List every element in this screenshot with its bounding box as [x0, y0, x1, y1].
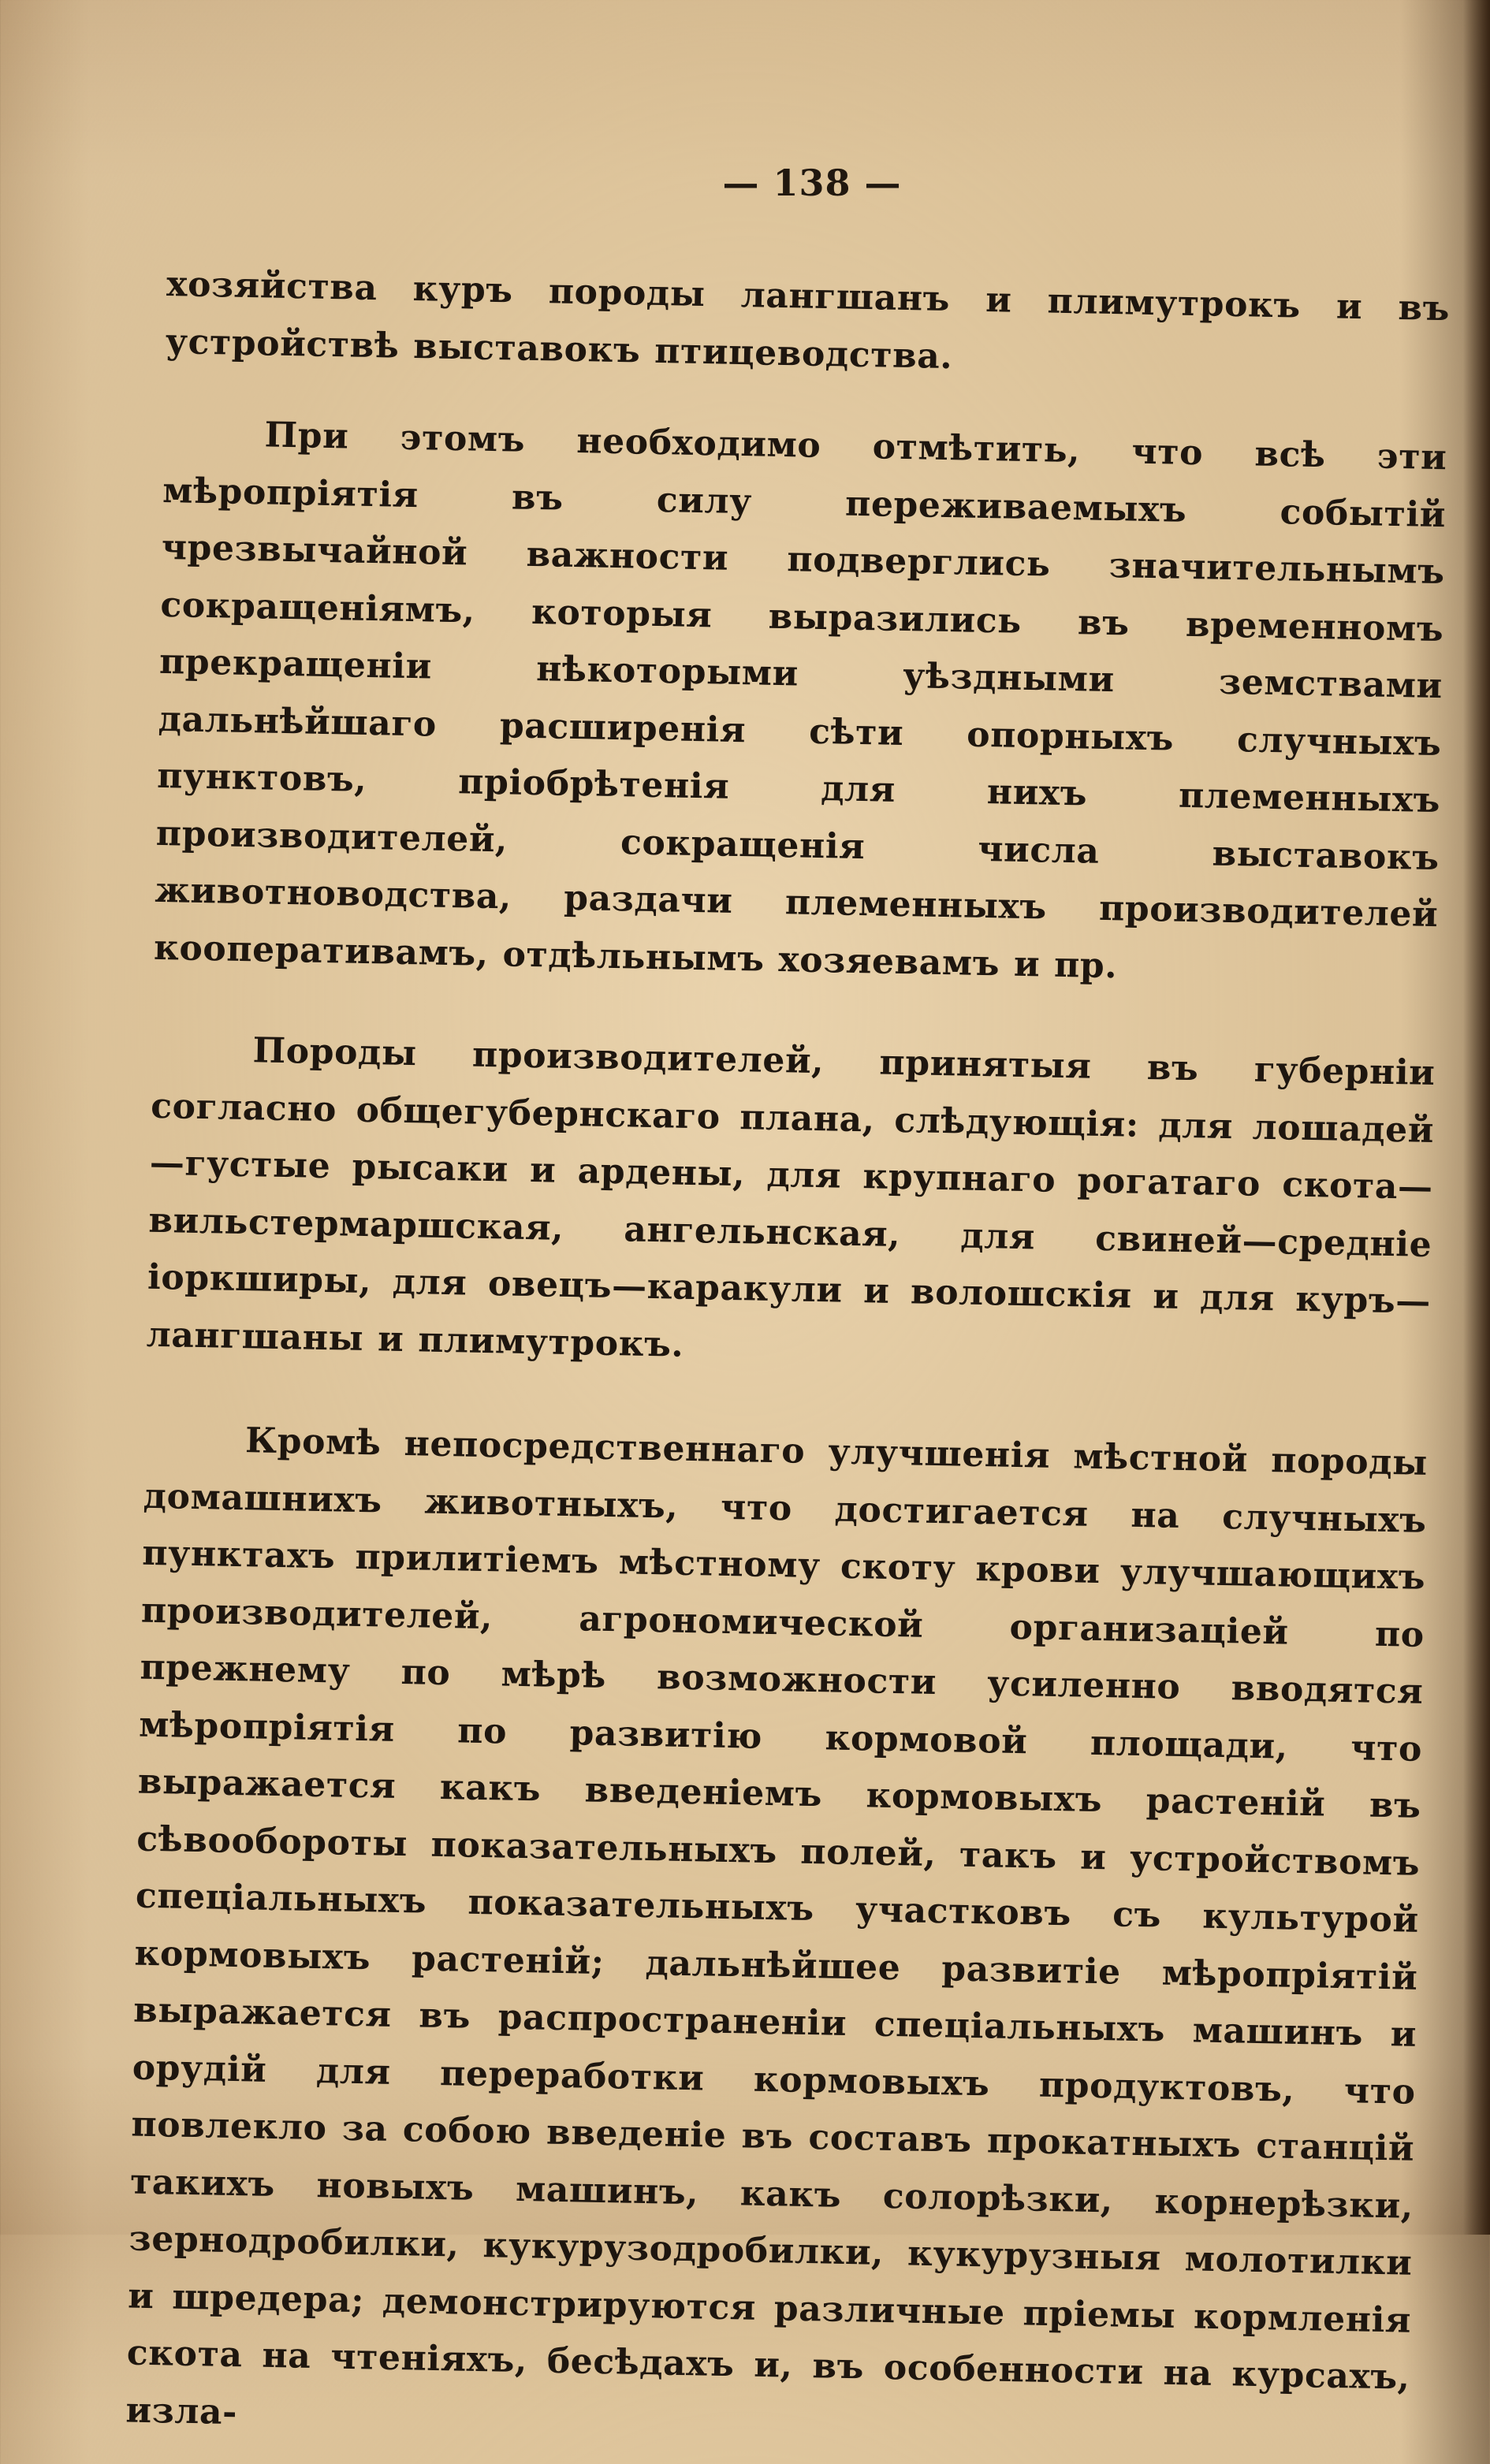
- body-text: [125, 256, 1451, 2464]
- paragraph-continuation: хозяйства куръ породы лангшанъ и плимутрокъ и въ устройствѣ выставокъ птицеводства.: [165, 263, 1451, 377]
- paragraph-breeds: Породы производителей, принятыя въ губерніи согласно общегубернскаго плана, слѣдующія: для лошадей—густые рысаки и ардены, для крупнаго рогатаго скота—вильстермаршская, ангельнская, для свиней—средніе іоркширы, для овецъ—каракули и волошскія и для куръ—лангшаны и плимутрокъ.: [146, 1030, 1436, 1365]
- paragraph-measures-reduction: При этомъ необходимо отмѣтить, что всѣ эти мѣропріятія въ силу переживаемыхъ событій чрезвычайной важности подверглись значительнымъ сокращеніямъ, которыя выразились въ временномъ прекращеніи нѣкоторыми уѣздными земствами дальнѣйшаго расширенія сѣти опорныхъ случныхъ пунктовъ, пріобрѣтенія для нихъ племенныхъ производителей, сокращенія числа выставокъ животноводства, раздачи племенныхъ производителей кооперативамъ, отдѣльнымъ хозяевамъ и пр.: [153, 415, 1447, 986]
- paragraph-fodder-measures: Кромѣ непосредственнаго улучшенія мѣстной породы домашнихъ животныхъ, что достигается на случныхъ пунктахъ прилитіемъ мѣстному скоту крови улучшающихъ производителей, агрономической организаціей по прежнему по мѣрѣ возможности усиленно вводятся мѣропріятія по развитію кормовой площади, что выражается какъ введеніемъ кормовыхъ растеній въ сѣвообороты показательныхъ полей, такъ и устройствомъ спеціальныхъ показательныхъ участковъ съ культурой кормовыхъ растеній; дальнѣйшее развитіе мѣропріятій выражается въ распространеніи спеціальныхъ машинъ и орудій для переработки кормовыхъ продуктовъ, что повлекло за собою введеніе въ составъ прокатныхъ станцій такихъ новыхъ машинъ, какъ солорѣзки, корнерѣзки, зернодробилки, кукурузодробилки, кукурузныя молотилки и шредера; демонстрируются различные пріемы кормленія скота на чтеніяхъ, бесѣдахъ и, въ особенности на курсахъ, изла-: [125, 1420, 1429, 2432]
- page-number: — 138 —: [722, 162, 902, 204]
- page-edge-shadow: [1463, 0, 1490, 2235]
